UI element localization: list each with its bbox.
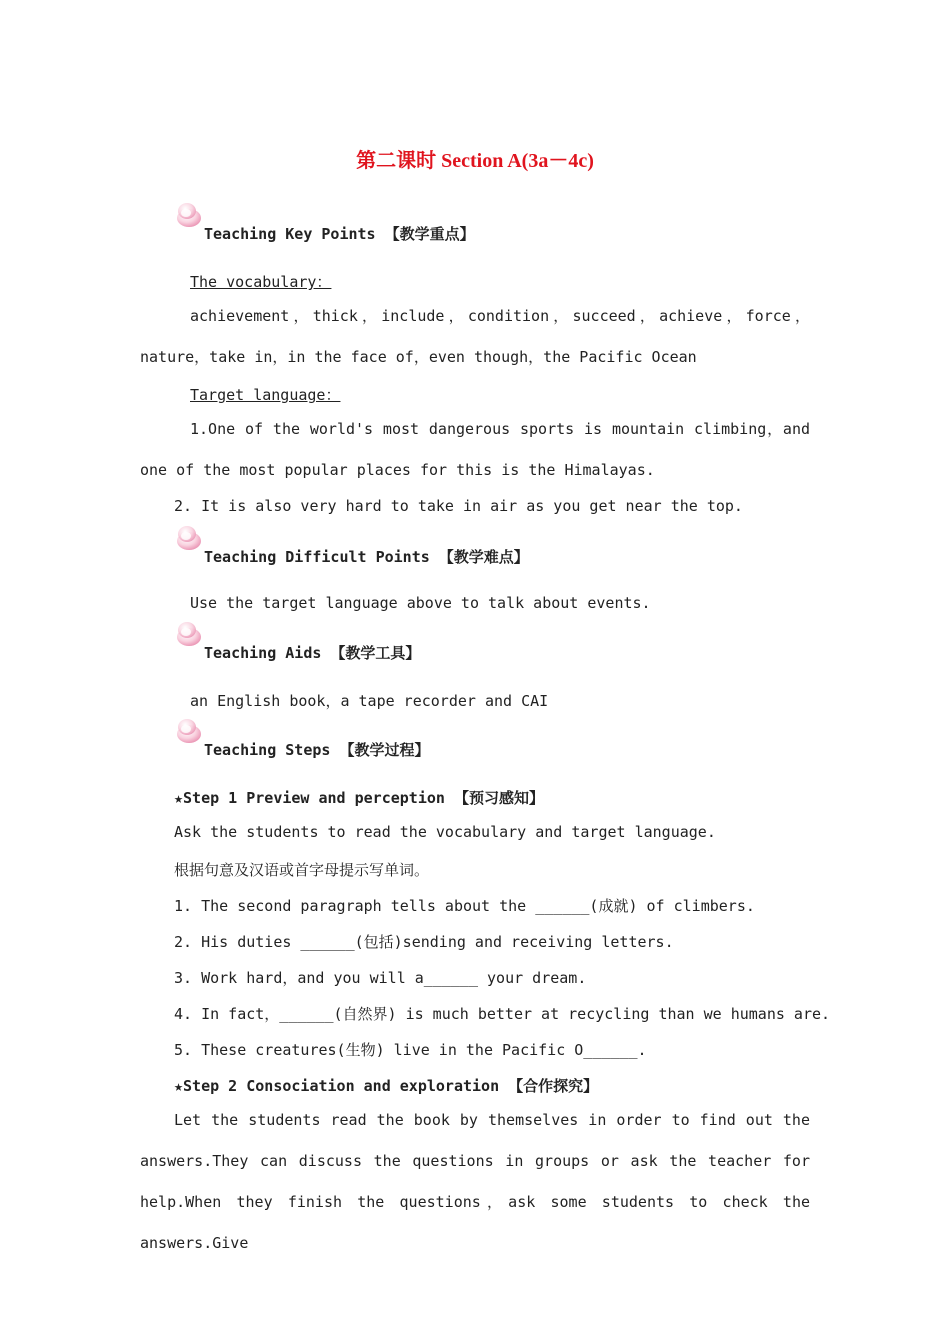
target-language-label: Target language： — [190, 386, 341, 404]
exercise-item-5: 5. These creatures(生物) live in the Pacific O______. — [174, 1041, 647, 1059]
pink-flower-icon — [175, 620, 203, 648]
exercise-item-1: 1. The second paragraph tells about the ______(成就) of climbers. — [174, 897, 755, 915]
vocabulary-text: achievement，thick，include，condition，succeed，achieve，force，nature，take in，in the face of，even though，the Pacific Ocean — [140, 307, 810, 366]
heading-key-points: Teaching Key Points 【教学重点】 — [204, 223, 475, 244]
pink-flower-icon — [175, 717, 203, 745]
target-sentence-1: 1.One of the world's most dangerous sports is mountain climbing，and one of the most popular places for this is the Himalayas. — [140, 420, 810, 479]
step1-heading: ★Step 1 Preview and perception 【预习感知】 — [174, 789, 544, 807]
pink-flower-icon — [175, 201, 203, 229]
page-title: 第二课时 Section A(3a－4c) — [356, 150, 594, 172]
step2-text: Let the students read the book by themselves in order to find out the answers.They can discuss the questions in groups or ask the teacher for help.When they finish the questions，ask some students to check the answers.Give — [140, 1111, 810, 1252]
vocabulary-label: The vocabulary： — [190, 273, 332, 291]
target-sentence-2: 2. It is also very hard to take in air as you get near the top. — [174, 497, 743, 515]
heading-teaching-steps: Teaching Steps 【教学过程】 — [204, 739, 429, 760]
aids-text: an English book，a tape recorder and CAI — [190, 692, 549, 710]
step1-instruction: 根据句意及汉语或首字母提示写单词。 — [174, 861, 430, 879]
heading-difficult-points: Teaching Difficult Points 【教学难点】 — [204, 546, 529, 567]
pink-flower-icon — [175, 524, 203, 552]
step1-intro: Ask the students to read the vocabulary and target language. — [174, 823, 716, 841]
exercise-item-3: 3. Work hard，and you will a______ your dream. — [174, 969, 587, 987]
difficult-text: Use the target language above to talk about events. — [190, 594, 651, 612]
heading-teaching-aids: Teaching Aids 【教学工具】 — [204, 642, 420, 663]
exercise-item-2: 2. His duties ______(包括)sending and receiving letters. — [174, 933, 674, 951]
exercise-item-4: 4. In fact，______(自然界) is much better at recycling than we humans are. — [174, 1005, 831, 1023]
step2-heading: ★Step 2 Consociation and exploration 【合作探究】 — [174, 1077, 599, 1095]
